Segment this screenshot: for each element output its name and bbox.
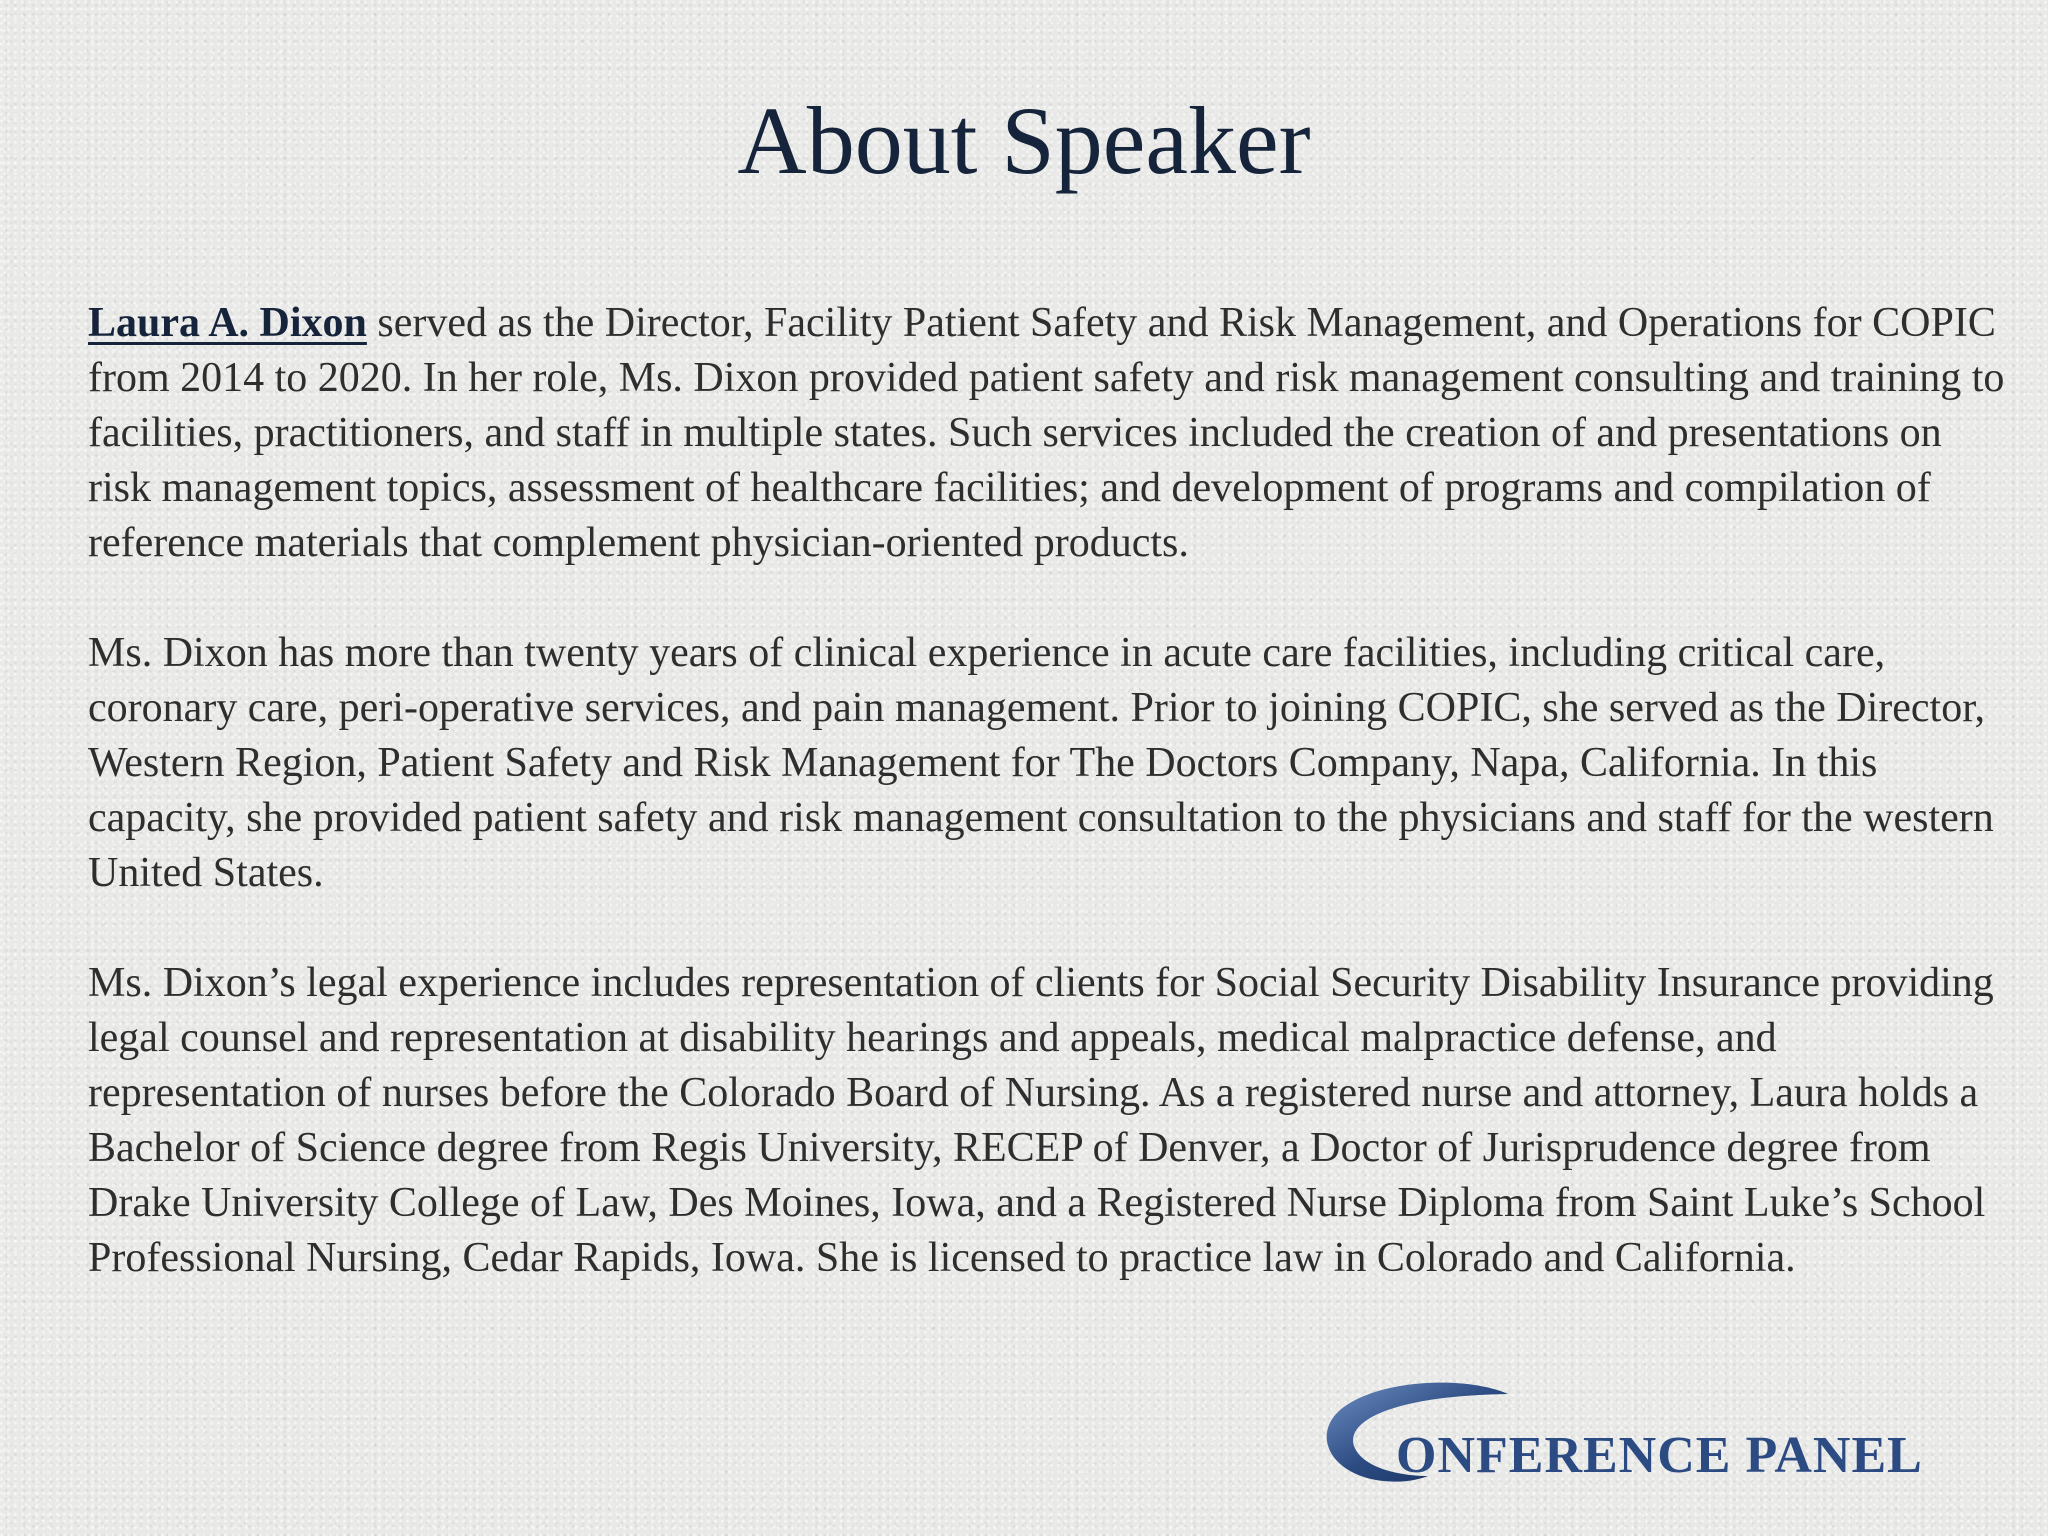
bio-paragraph-1-text: served as the Director, Facility Patient Safety and Risk Management, and Operations for COPIC from 2014 to 2020. In her role, Ms. Dixon provided patient safety and risk management consulting and training to facilities, practitioners, and staff in multiple states. Such services included the creation of and presentations on risk management topics, assessment of healthcare facilities; and development of programs and compilation of reference materials that complement physician-oriented products.: [88, 300, 2005, 566]
page-title: About Speaker: [737, 87, 1311, 194]
conference-panel-logo: [1318, 1380, 1968, 1490]
speaker-bio: [88, 296, 2008, 1286]
speaker-name: Laura A. Dixon: [88, 300, 367, 346]
logo-text: ONFERENCE PANEL: [1396, 1427, 1923, 1484]
bio-paragraph-1: [88, 296, 2008, 571]
bio-paragraph-3: Ms. Dixon’s legal experience includes representation of clients for Social Security Disability Insurance providing legal counsel and representation at disability hearings and appeals, medical malpractice defense, and representation of nurses before the Colorado Board of Nursing. As a registered nurse and attorney, Laura holds a Bachelor of Science degree from Regis University, RECEP of Denver, a Doctor of Jurisprudence degree from Drake University College of Law, Des Moines, Iowa, and a Registered Nurse Diploma from Saint Luke’s School Professional Nursing, Cedar Rapids, Iowa. She is licensed to practice law in Colorado and California.: [88, 960, 1994, 1281]
bio-paragraph-2: Ms. Dixon has more than twenty years of clinical experience in acute care facilities, including critical care, coronary care, peri-operative services, and pain management. Prior to joining COPIC, she served as the Director, Western Region, Patient Safety and Risk Management for The Doctors Company, Napa, California. In this capacity, she provided patient safety and risk management consultation to the physicians and staff for the western United States.: [88, 630, 1994, 896]
